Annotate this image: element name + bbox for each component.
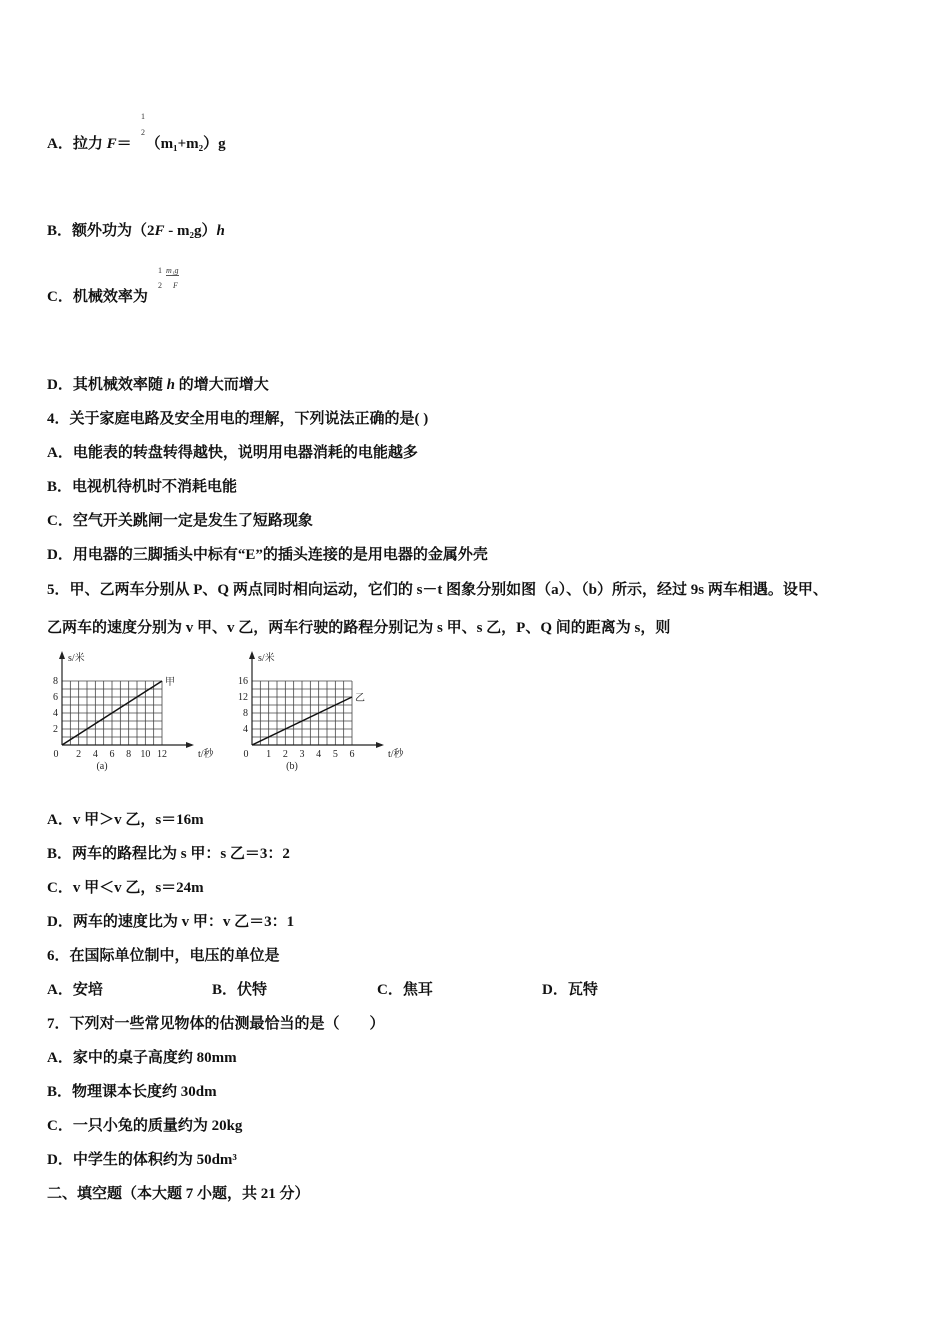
frac-den: 2 [141, 128, 145, 137]
q4-option: D．用电器的三脚插头中标有“E”的插头连接的是用电器的金属外壳 [47, 547, 488, 563]
y-tick-label: 4 [243, 724, 248, 735]
frac-num: m₁g [166, 266, 179, 275]
x-tick-label: 6 [109, 749, 115, 760]
x-tick-label: 12 [157, 749, 167, 760]
x-axis-label: t/秒 [388, 749, 404, 760]
var: F [106, 136, 117, 152]
text: D．其机械效率随 [47, 377, 167, 393]
y-tick-label: 12 [238, 692, 248, 703]
var: h [216, 223, 225, 239]
x-tick-label: 3 [299, 749, 305, 760]
x-axis-arrow [186, 742, 194, 748]
q7-option: D．中学生的体积约为 50dm³ [47, 1152, 237, 1168]
chart-b [230, 645, 420, 775]
chart-caption: (a) [96, 761, 108, 772]
q5-option: A．v 甲＞v 乙，s＝16m [47, 812, 204, 828]
q4-option: C．空气开关跳闸一定是发生了短路现象 [47, 513, 313, 529]
q5-option: D．两车的速度比为 v 甲：v 乙＝3：1 [47, 914, 295, 930]
q5-option: C．v 甲＜v 乙，s＝24m [47, 880, 204, 896]
q3-option-b [47, 221, 225, 241]
q5-option: B．两车的路程比为 s 甲：s 乙＝3：2 [47, 846, 290, 862]
q6-stem: 6．在国际单位制中，电压的单位是 [47, 948, 280, 964]
q4-option: B．电视机待机时不消耗电能 [47, 479, 238, 495]
q3-option-c [47, 287, 148, 307]
y-tick-label: 8 [53, 676, 58, 687]
x-tick-label: 0 [53, 749, 59, 760]
y-axis-label: s/米 [68, 653, 85, 664]
q4-stem: 4．关于家庭电路及安全用电的理解，下列说法正确的是( ) [47, 411, 429, 427]
x-axis-arrow [376, 742, 384, 748]
y-axis-label: s/米 [258, 653, 275, 664]
q3-option-d [47, 375, 269, 395]
text: （m₁+m₂）g [145, 136, 226, 152]
frac-num: 1 [158, 266, 162, 275]
q7-option: B．物理课本长度约 30dm [47, 1084, 217, 1100]
series-label: 甲 [165, 677, 175, 688]
q5-stem: 乙两车的速度分别为 v 甲、v 乙，两车行驶的路程分别记为 s 甲、s 乙，P、Q 间的距离为 s，则 [47, 620, 671, 636]
chart-caption: (b) [286, 761, 298, 772]
x-tick-label: 6 [349, 749, 355, 760]
q7-option: C．一只小兔的质量约为 20kg [47, 1118, 243, 1134]
y-tick-label: 2 [53, 724, 58, 735]
y-tick-label: 4 [53, 708, 58, 719]
frac-num: 1 [141, 112, 145, 121]
q4-option: A．电能表的转盘转得越快，说明用电器消耗的电能越多 [47, 445, 418, 461]
text: B．额外功为（2 [47, 223, 155, 239]
section-heading: 二、填空题（本大题 7 小题，共 21 分） [47, 1186, 310, 1202]
q6-option: A．安培 [47, 982, 103, 998]
y-axis-arrow [249, 651, 255, 659]
x-tick-label: 10 [140, 749, 151, 760]
q7-stem: 7．下列对一些常见物体的估测最恰当的是（ ） [47, 1016, 385, 1032]
x-tick-label: 0 [243, 749, 249, 760]
x-axis-label: t/秒 [198, 749, 214, 760]
x-tick-label: 4 [92, 749, 98, 760]
text: A．拉力 [47, 136, 107, 152]
var: h [166, 377, 175, 393]
y-tick-label: 8 [243, 708, 248, 719]
q6-option: C．焦耳 [377, 982, 433, 998]
text: ＝ [116, 136, 132, 152]
y-tick-label: 6 [53, 692, 58, 703]
text: 的增大而增大 [174, 377, 269, 393]
chart-a [40, 645, 220, 775]
frac-den: F [173, 281, 178, 290]
text: C．机械效率为 [47, 289, 148, 305]
text: - m₂g） [164, 223, 217, 239]
x-tick-label: 2 [76, 749, 82, 760]
q6-option: B．伏特 [212, 982, 268, 998]
frac-den: 2 [158, 281, 162, 290]
q6-option: D．瓦特 [542, 982, 598, 998]
x-tick-label: 2 [282, 749, 288, 760]
q5-stem: 5．甲、乙两车分别从 P、Q 两点同时相向运动，它们的 s－t 图象分别如图（a）、（b）所示，经过 9s 两车相遇。设甲、 [47, 582, 828, 598]
var: F [154, 223, 165, 239]
q7-option: A．家中的桌子高度约 80mm [47, 1050, 237, 1066]
y-axis-arrow [59, 651, 65, 659]
x-tick-label: 4 [316, 749, 322, 760]
x-tick-label: 5 [332, 749, 338, 760]
q3-option-a [47, 134, 226, 154]
y-tick-label: 16 [238, 676, 248, 687]
series-label: 乙 [355, 693, 365, 704]
x-tick-label: 8 [126, 749, 132, 760]
x-tick-label: 1 [266, 749, 272, 760]
